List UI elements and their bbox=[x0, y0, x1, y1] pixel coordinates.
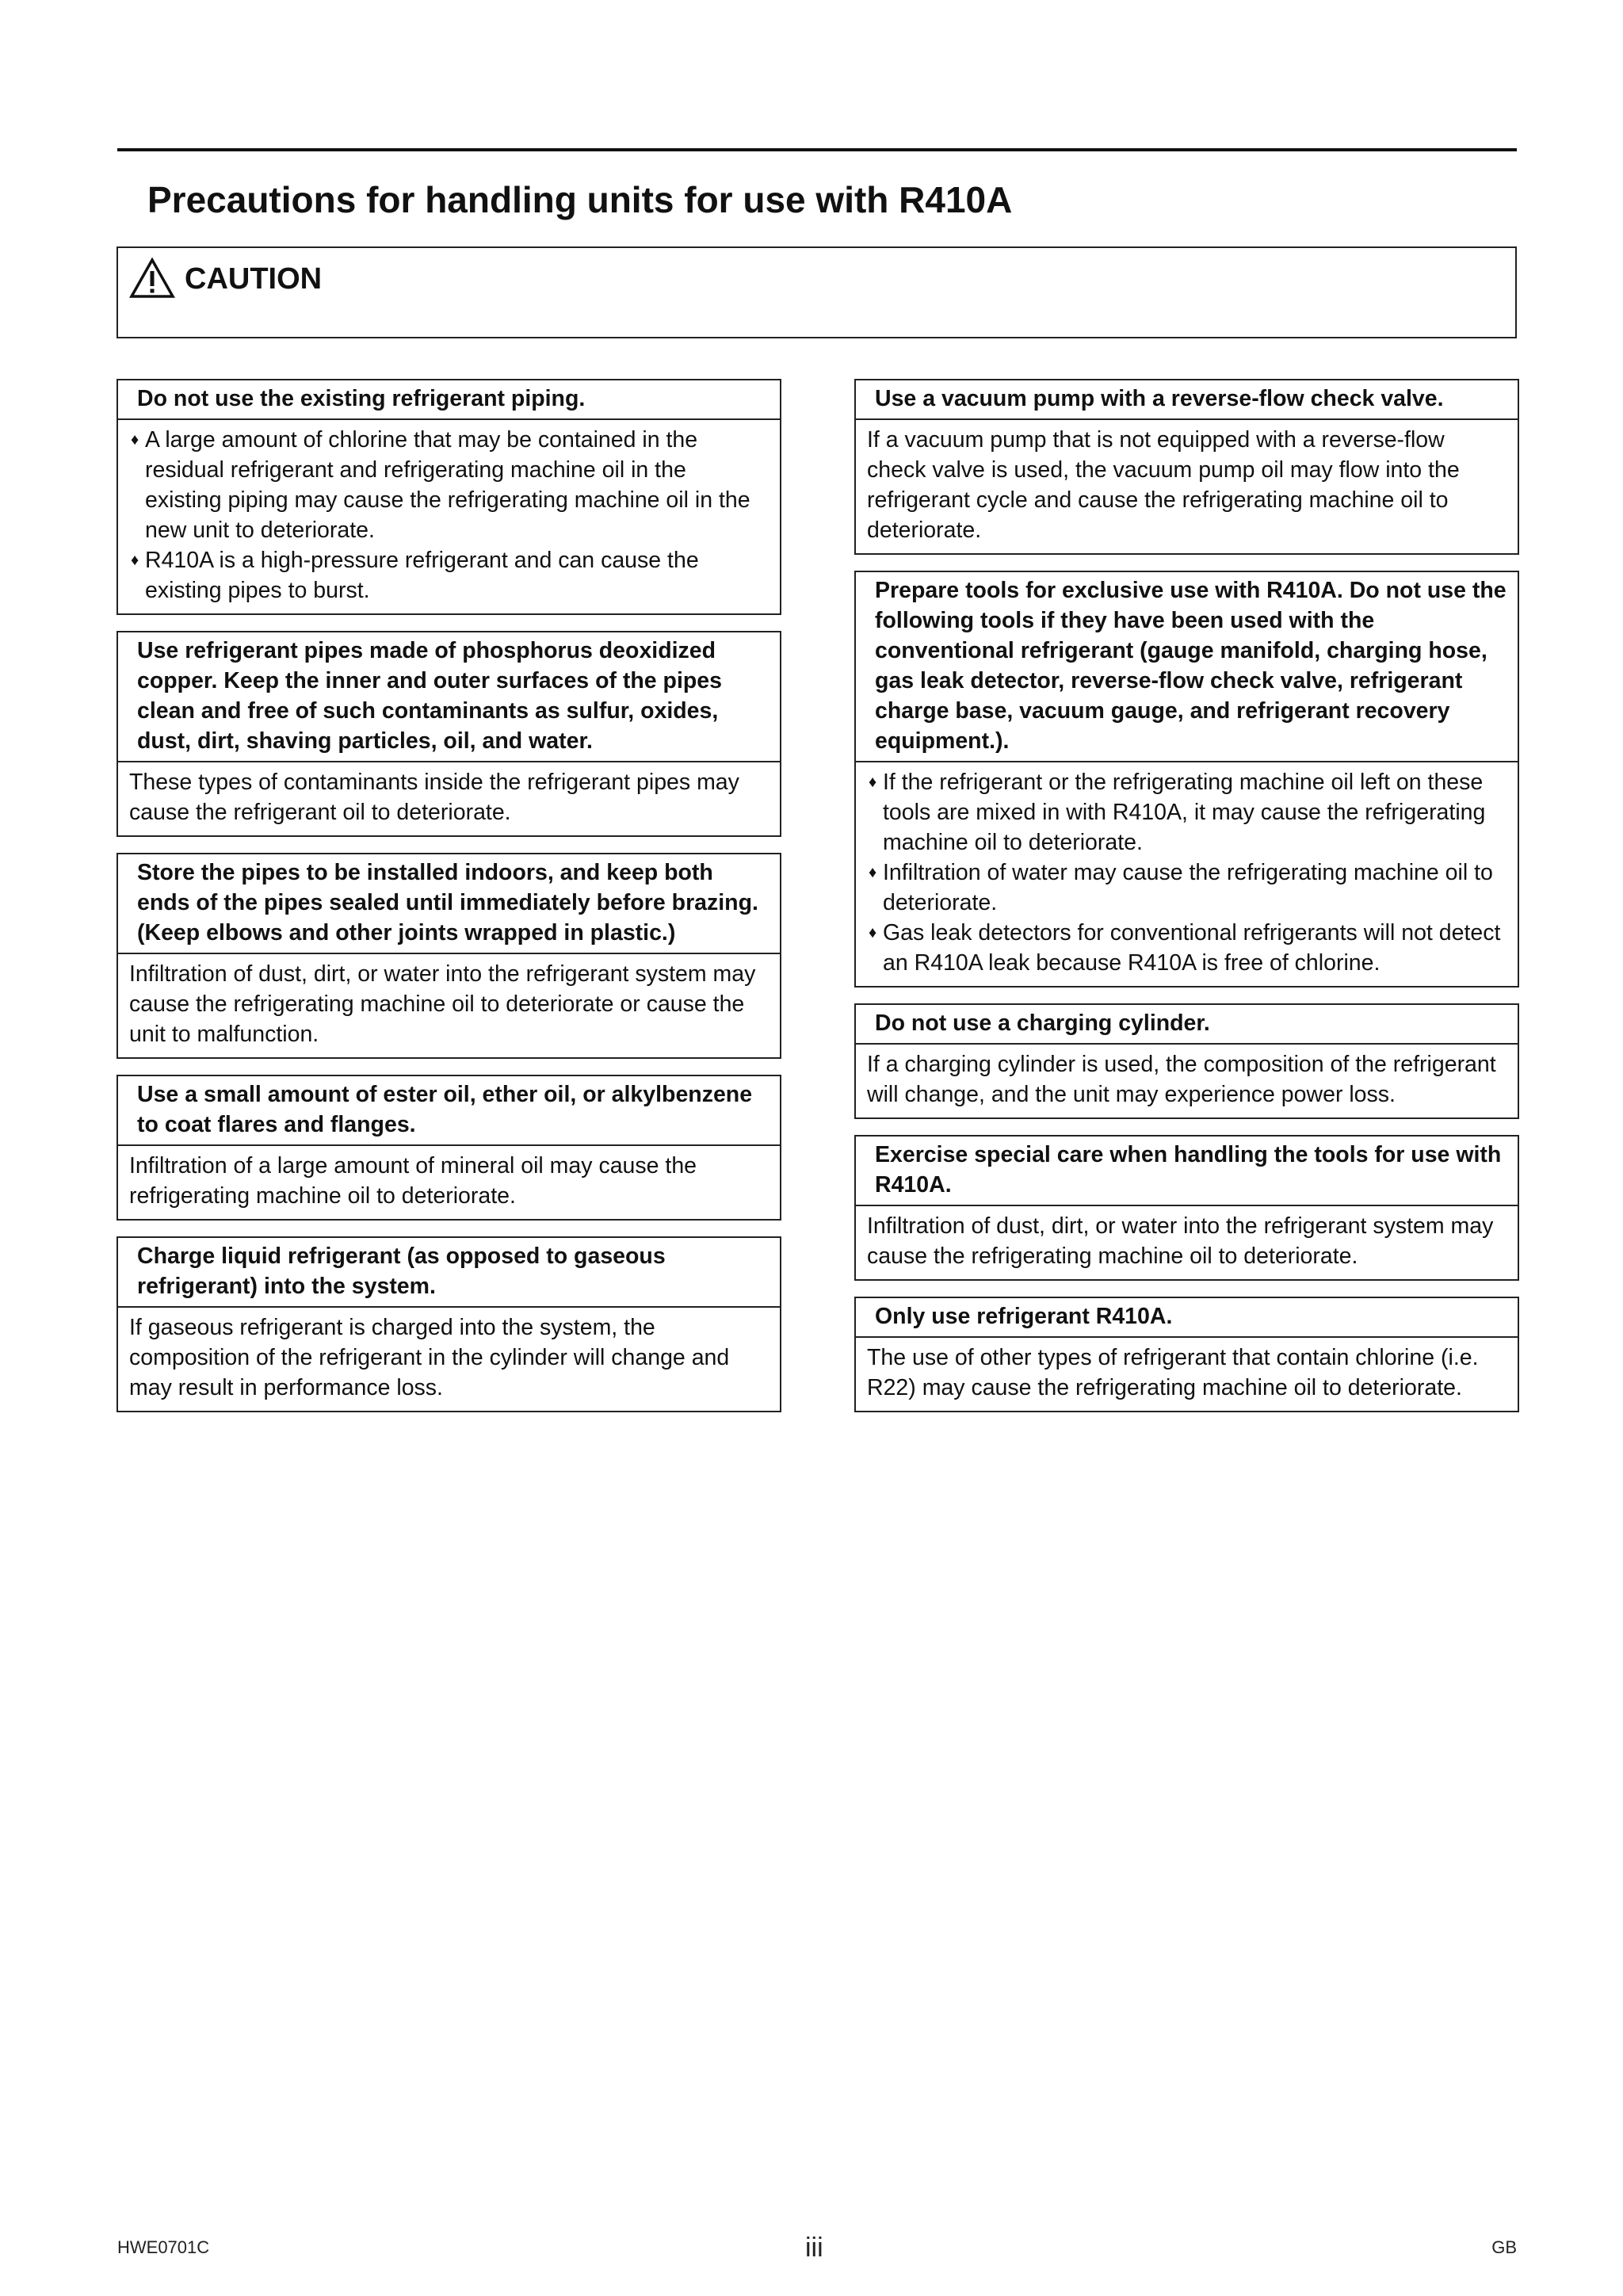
footer-page-number: iii bbox=[805, 2233, 823, 2263]
precaution-card bbox=[854, 1297, 1519, 1412]
card-heading: Do not use a charging cylinder. bbox=[856, 1005, 1518, 1045]
diamond-bullet-icon: ♦ bbox=[869, 864, 877, 881]
card-heading: Use a vacuum pump with a reverse-flow check valve. bbox=[856, 380, 1518, 420]
footer-region: GB bbox=[1491, 2237, 1517, 2257]
card-heading: Only use refrigerant R410A. bbox=[856, 1298, 1518, 1338]
diamond-bullet-icon: ♦ bbox=[131, 431, 139, 449]
card-body: If a vacuum pump that is not equipped with a reverse-flow check valve is used, the vacuum pump oil may flow into the refrigerant cycle and cause the refrigerating machine oil to deteriorate. bbox=[867, 427, 1460, 543]
precaution-card bbox=[116, 379, 781, 615]
warning-triangle-icon bbox=[129, 258, 175, 299]
footer-doc-code: HWE0701C bbox=[117, 2237, 210, 2257]
card-heading: Store the pipes to be installed indoors, and keep both ends of the pipes sealed until immediately before brazing. (Keep elbows and other joints wrapped in plastic.) bbox=[118, 854, 780, 954]
bullet-text: R410A is a high-pressure refrigerant and can cause the existing pipes to burst. bbox=[145, 548, 699, 603]
card-body: Infiltration of dust, dirt, or water into the refrigerant system may cause the refrigerating machine oil to deteriorate or cause the unit to malfunction. bbox=[129, 961, 756, 1047]
bullet-item bbox=[129, 425, 769, 545]
bullet-text: If the refrigerant or the refrigerating machine oil left on these tools are mixed in with R410A, it may cause the refrigerating machine oil to deteriorate. bbox=[883, 770, 1486, 855]
card-heading: Do not use the existing refrigerant piping. bbox=[118, 380, 780, 420]
card-body: If gaseous refrigerant is charged into the system, the composition of the refrigerant in the cylinder will change and may result in performance loss. bbox=[129, 1315, 730, 1400]
precaution-card bbox=[854, 379, 1519, 555]
card-heading: Prepare tools for exclusive use with R410A. Do not use the following tools if they have been used with the conventional refrigerant (gauge manifold, charging hose, gas leak detector, reverse-flow check valve, refrigerant charge base, vacuum gauge, and refrigerant recovery equipment.). bbox=[856, 572, 1518, 762]
card-heading: Charge liquid refrigerant (as opposed to gaseous refrigerant) into the system. bbox=[118, 1238, 780, 1308]
precaution-card bbox=[116, 1236, 781, 1412]
bullet-item bbox=[129, 545, 769, 606]
top-rule bbox=[117, 148, 1517, 151]
card-heading: Exercise special care when handling the tools for use with R410A. bbox=[856, 1137, 1518, 1206]
precaution-card bbox=[116, 631, 781, 837]
diamond-bullet-icon: ♦ bbox=[869, 774, 877, 791]
bullet-text: A large amount of chlorine that may be contained in the residual refrigerant and refrigerating machine oil in the existing piping may cause the refrigerating machine oil in the new unit to deteriorate. bbox=[145, 427, 750, 543]
card-body bbox=[856, 762, 1518, 986]
card-body: Infiltration of a large amount of mineral oil may cause the refrigerating machine oil to deteriorate. bbox=[129, 1153, 697, 1209]
card-body: If a charging cylinder is used, the composition of the refrigerant will change, and the unit may experience power loss. bbox=[867, 1052, 1496, 1107]
caution-banner bbox=[116, 246, 1517, 338]
precaution-card bbox=[116, 1075, 781, 1221]
left-column bbox=[116, 379, 781, 1412]
precaution-card bbox=[854, 1135, 1519, 1281]
caution-label: CAUTION bbox=[185, 262, 323, 296]
card-body: The use of other types of refrigerant that contain chlorine (i.e. R22) may cause the refrigerating machine oil to deteriorate. bbox=[867, 1345, 1479, 1400]
card-heading: Use refrigerant pipes made of phosphorus deoxidized copper. Keep the inner and outer surfaces of the pipes clean and free of such contaminants as sulfur, oxides, dust, dirt, shaving particles, oil, and water. bbox=[118, 632, 780, 762]
bullet-item bbox=[867, 858, 1507, 918]
bullet-text: Infiltration of water may cause the refrigerating machine oil to deteriorate. bbox=[883, 860, 1493, 915]
precaution-card bbox=[854, 1003, 1519, 1119]
card-body: These types of contaminants inside the refrigerant pipes may cause the refrigerant oil to deteriorate. bbox=[129, 770, 739, 825]
right-column bbox=[854, 379, 1519, 1412]
card-body: Infiltration of dust, dirt, or water into the refrigerant system may cause the refrigerating machine oil to deteriorate. bbox=[867, 1213, 1494, 1269]
card-heading: Use a small amount of ester oil, ether oil, or alkylbenzene to coat flares and flanges. bbox=[118, 1076, 780, 1146]
bullet-text: Gas leak detectors for conventional refrigerants will not detect an R410A leak because R410A is free of chlorine. bbox=[883, 920, 1501, 976]
diamond-bullet-icon: ♦ bbox=[131, 552, 139, 569]
bullet-item bbox=[867, 918, 1507, 978]
diamond-bullet-icon: ♦ bbox=[869, 924, 877, 942]
bullet-item bbox=[867, 767, 1507, 858]
precaution-card bbox=[116, 853, 781, 1059]
page-title: Precautions for handling units for use with R410A bbox=[147, 179, 1013, 220]
card-body bbox=[118, 420, 780, 613]
precaution-card bbox=[854, 571, 1519, 988]
